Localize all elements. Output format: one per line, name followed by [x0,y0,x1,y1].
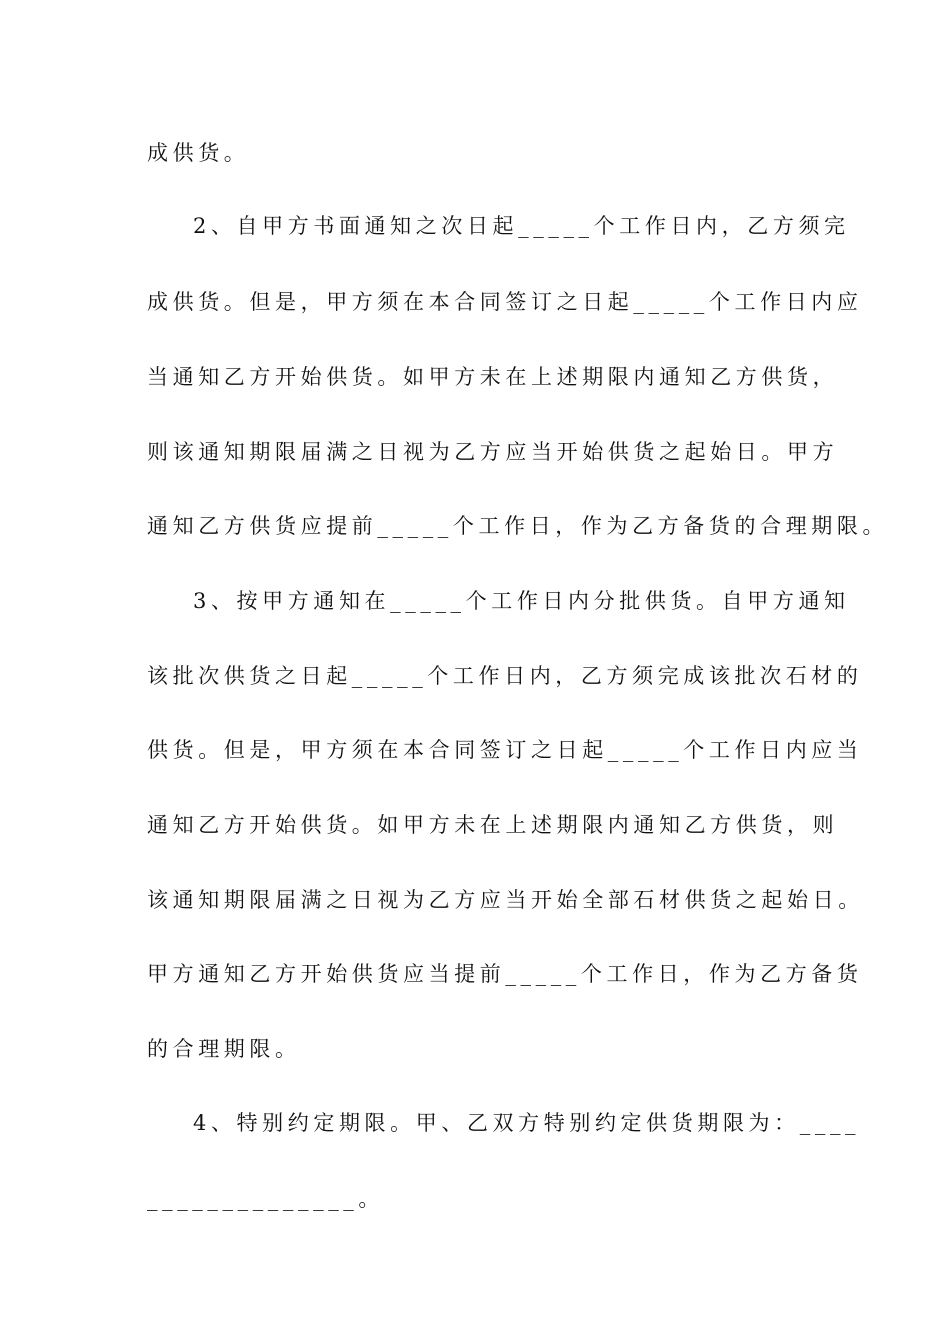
paragraph-line: 4、特别约定期限。甲、乙双方特别约定供货期限为：____ [193,1111,861,1135]
paragraph-line: 供货。但是，甲方须在本合同签订之日起_____个工作日内应当 [147,738,863,762]
paragraph-line: 通知乙方开始供货。如甲方未在上述期限内通知乙方供货，则 [147,813,839,837]
paragraph-line: 成供货。但是，甲方须在本合同签订之日起_____个工作日内应 [147,290,863,314]
paragraph-line: ______________。 [147,1187,384,1211]
paragraph-line: 该批次供货之日起_____个工作日内，乙方须完成该批次石材的 [147,664,863,688]
paragraph-line: 甲方通知乙方开始供货应当提前_____个工作日，作为乙方备货 [147,962,863,986]
paragraph-line: 的合理期限。 [147,1037,301,1061]
paragraph-line: 当通知乙方开始供货。如甲方未在上述期限内通知乙方供货， [147,365,839,389]
paragraph-line: 则该通知期限届满之日视为乙方应当开始供货之起始日。甲方 [147,440,839,464]
paragraph-line: 成供货。 [147,141,250,165]
paragraph-line: 该通知期限届满之日视为乙方应当开始全部石材供货之起始日。 [147,888,864,912]
paragraph-line: 通知乙方供货应提前_____个工作日，作为乙方备货的合理期限。 [147,514,889,538]
paragraph-line: 2、自甲方书面通知之次日起_____个工作日内，乙方须完 [193,214,850,238]
paragraph-line: 3、按甲方通知在_____个工作日内分批供货。自甲方通知 [193,589,850,613]
